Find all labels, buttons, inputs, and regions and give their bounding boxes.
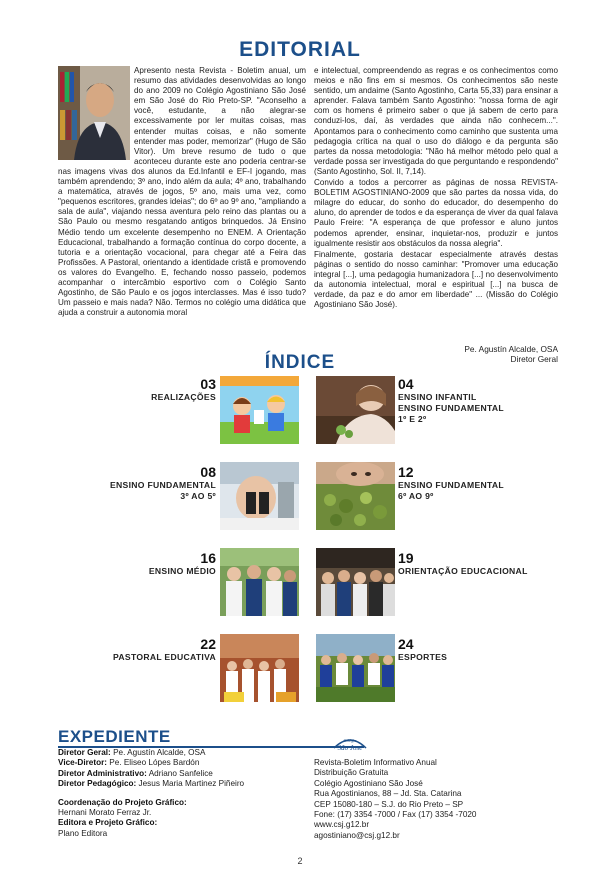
editorial-right-p1: e intelectual, compreendendo as regras e os conhecimentos como meios e não fins em si mesmos. Os conhecimentos são neste sentido, um andaime (Santo Agostinho, Carta 55,33) para ensinar a aprender. Falava também Santo Agostinho: "nossa forma de agir com os homens é primeiro saber o que já sabem de certo para conduzi-los, daí, às verdades que ainda não conhecem...". Apontamos para o conhecimento como caminho que sustenta uma pedagogia crítica na qual o uso do diálogo e da pergunta são partes da nossa metodologia: "Não há melhor método pelo qual a verdade possa ser investigada do que perguntando e respondendo" (Santo Agostinho, Sol. II, 7,14). bbox=[314, 66, 558, 176]
info-line: Colégio Agostiniano São José bbox=[314, 778, 423, 788]
email-link[interactable]: agostiniano@csj.g12.br bbox=[314, 830, 400, 840]
info-line: CEP 15080-180 – S.J. do Rio Preto – SP bbox=[314, 799, 464, 809]
index-item-ensino-infantil[interactable] bbox=[398, 376, 568, 425]
staff-key: Diretor Pedagógico: bbox=[58, 779, 137, 789]
ensino-infantil-thumbnail[interactable] bbox=[316, 376, 395, 444]
index-item-esportes[interactable] bbox=[398, 636, 568, 663]
info-line: Rua Agostinianos, 88 – Jd. Sta. Catarina bbox=[314, 789, 462, 799]
index-number: 16 bbox=[200, 550, 216, 566]
svg-text:São José: São José bbox=[337, 744, 363, 752]
expediente-title: EXPEDIENTE bbox=[58, 727, 171, 746]
website-link[interactable]: www.csj.g12.br bbox=[314, 820, 370, 830]
index-item-pastoral[interactable] bbox=[96, 636, 216, 663]
staff-key: Vice-Diretor: bbox=[58, 758, 107, 768]
staff-value: Pe. Eliseo Lópes Bardón bbox=[109, 758, 200, 768]
index-number: 22 bbox=[200, 636, 216, 652]
staff-key: Editora e Projeto Gráfico: bbox=[58, 818, 158, 828]
index-label-2: 3º AO 5º bbox=[180, 491, 216, 501]
info-line: Fone: (17) 3354 -7000 / Fax (17) 3354 -7020 bbox=[314, 810, 477, 820]
index-label: ENSINO FUNDAMENTAL bbox=[110, 480, 216, 490]
staff-value: Jesus Maria Martinez Piñeiro bbox=[138, 779, 245, 789]
staff-value: Adriano Sanfelice bbox=[148, 768, 213, 778]
expediente-staff bbox=[58, 748, 308, 839]
editorial-left-text: Apresento nesta Revista - Boletim anual, um resumo das atividades desenvolvidas ao longo do ano 2009 no Colégio Agostiniano São José em São José do Rio Preto-SP. "Aconselho a você, estudante, a não alegrar-se excessivamente por ler muitas coisas, mas entender muitas coisas, e não somente entender mas poder, memorizar" (Hugo de São Vitor). Um breve resumo de tudo o que aconteceu durante este ano poderia centrar-se nas imagens vivas dos alunos da Ed.Infantil e EF-I jogando, mas também aprendendo; 3º ano, indo além da aula; 4º ano, trabalhando a matemática, através de jogos, 5º ano, mais uma vez, como "pequenos escritores, grandes ideias"; do 6º ao 9º ano, "ampliando a sala de aula", viajando nessa aventura pelo reino das plantas ou a São Paulo ou mesmo resgatando antigos brinquedos. Já Ensino Médio tendo um excelente desempenho no ENEM. A Orientação Educacional, trabalhando a formação contínua do corpo docente, a tutoria e a orientação vocacional, para chegar até a Feira das Profissões. A Pastoral, orientando a identidade cristã e promovendo os valores do Evangelho. E, fechando nosso passeio, podemos acompanhar o intercâmbio esportivo com o Colégio Santo Agostinho, de São Paulo e os jogos interclasses. Mas é isso tudo? Um passeio e mais nada? Não. Termos no colégio uma didática que ajuda a construir a autonomia moral bbox=[58, 66, 306, 318]
index-number: 04 bbox=[398, 376, 414, 392]
staff-key: Coordenação do Projeto Gráfico: bbox=[58, 797, 187, 807]
index-number: 12 bbox=[398, 464, 414, 480]
realizacoes-thumbnail[interactable] bbox=[220, 376, 299, 444]
index-label: ENSINO FUNDAMENTAL bbox=[398, 480, 504, 490]
author-portrait bbox=[58, 66, 130, 160]
index-label: ORIENTAÇÃO EDUCACIONAL bbox=[398, 566, 528, 576]
orientacao-educacional-thumbnail[interactable] bbox=[316, 548, 395, 616]
info-line: Revista-Boletim Informativo Anual bbox=[314, 758, 437, 767]
editorial-right-p3: Finalmente, gostaria destacar especialmente através destas páginas o sentido do nosso caminhar: "Promover uma educação integral [...], uma pedagogia humanizadora [...] no desenvolvimento da autonomia intelectual, moral e espiritual [...] na busca de verdade, da paz e do amor em liberdade" ... (Missão do Colégio Agostiniano São José). bbox=[314, 249, 558, 310]
index-item-fundamental-6-9[interactable] bbox=[398, 464, 568, 502]
index-number: 08 bbox=[200, 464, 216, 480]
fundamental-3-5-thumbnail[interactable] bbox=[220, 462, 299, 530]
index-item-orientacao[interactable] bbox=[398, 550, 568, 577]
fundamental-6-9-thumbnail[interactable] bbox=[316, 462, 395, 530]
indice-title: ÍNDICE bbox=[264, 352, 336, 373]
ensino-medio-thumbnail[interactable] bbox=[220, 548, 299, 616]
index-item-realizacoes[interactable] bbox=[130, 376, 216, 403]
signature-name: Pe. Agustín Alcalde, OSA bbox=[464, 344, 558, 354]
staff-value: Hernani Morato Ferraz Jr. bbox=[58, 808, 152, 818]
staff-value: Plano Editora bbox=[58, 828, 108, 838]
editorial-left-column bbox=[58, 66, 306, 318]
index-item-ensino-medio[interactable] bbox=[110, 550, 216, 577]
staff-key: Diretor Administrativo: bbox=[58, 768, 147, 778]
editorial-right-p2: Convido a todos a percorrer as páginas de nossa REVISTA-BOLETIM AGOSTINIANO-2009 que são partes da nossa vida, do milagre do educar, do sonho do educador, do desempenho do aluno, do aprender de todos e da esperança de viver da qual falava Paulo Freire: "A esperança de que professor e aluno juntos podemos aprender, ensinar, inquietar-nos, produzir e juntos igualmente resistir aos obstáculos da nossa alegria". bbox=[314, 178, 558, 248]
index-item-fundamental-3-5[interactable] bbox=[96, 464, 216, 502]
page-number: 2 bbox=[297, 856, 303, 866]
svg-text:Colégio: Colégio bbox=[343, 738, 357, 743]
index-label-3: 1º E 2º bbox=[398, 414, 427, 424]
index-number: 24 bbox=[398, 636, 414, 652]
esportes-thumbnail[interactable] bbox=[316, 634, 395, 702]
index-label: ENSINO INFANTIL bbox=[398, 392, 477, 402]
pastoral-thumbnail[interactable] bbox=[220, 634, 299, 702]
index-label: ESPORTES bbox=[398, 652, 448, 662]
staff-value: Pe. Agustín Alcalde, OSA bbox=[113, 748, 206, 757]
signature-role: Diretor Geral bbox=[510, 354, 558, 364]
editorial-right-column bbox=[314, 66, 558, 311]
expediente-info bbox=[314, 758, 564, 841]
colegio-logo bbox=[330, 730, 370, 752]
index-label-2: ENSINO FUNDAMENTAL bbox=[398, 403, 504, 413]
index-number: 19 bbox=[398, 550, 414, 566]
staff-key: Diretor Geral: bbox=[58, 748, 111, 757]
info-line: Distribuição Gratuita bbox=[314, 768, 389, 778]
index-label: ENSINO MÉDIO bbox=[148, 566, 216, 576]
index-label: PASTORAL EDUCATIVA bbox=[113, 652, 216, 662]
index-number: 03 bbox=[200, 376, 216, 392]
index-label-2: 6º AO 9º bbox=[398, 491, 434, 501]
index-label: REALIZAÇÕES bbox=[151, 392, 216, 402]
editorial-title: EDITORIAL bbox=[239, 38, 361, 61]
